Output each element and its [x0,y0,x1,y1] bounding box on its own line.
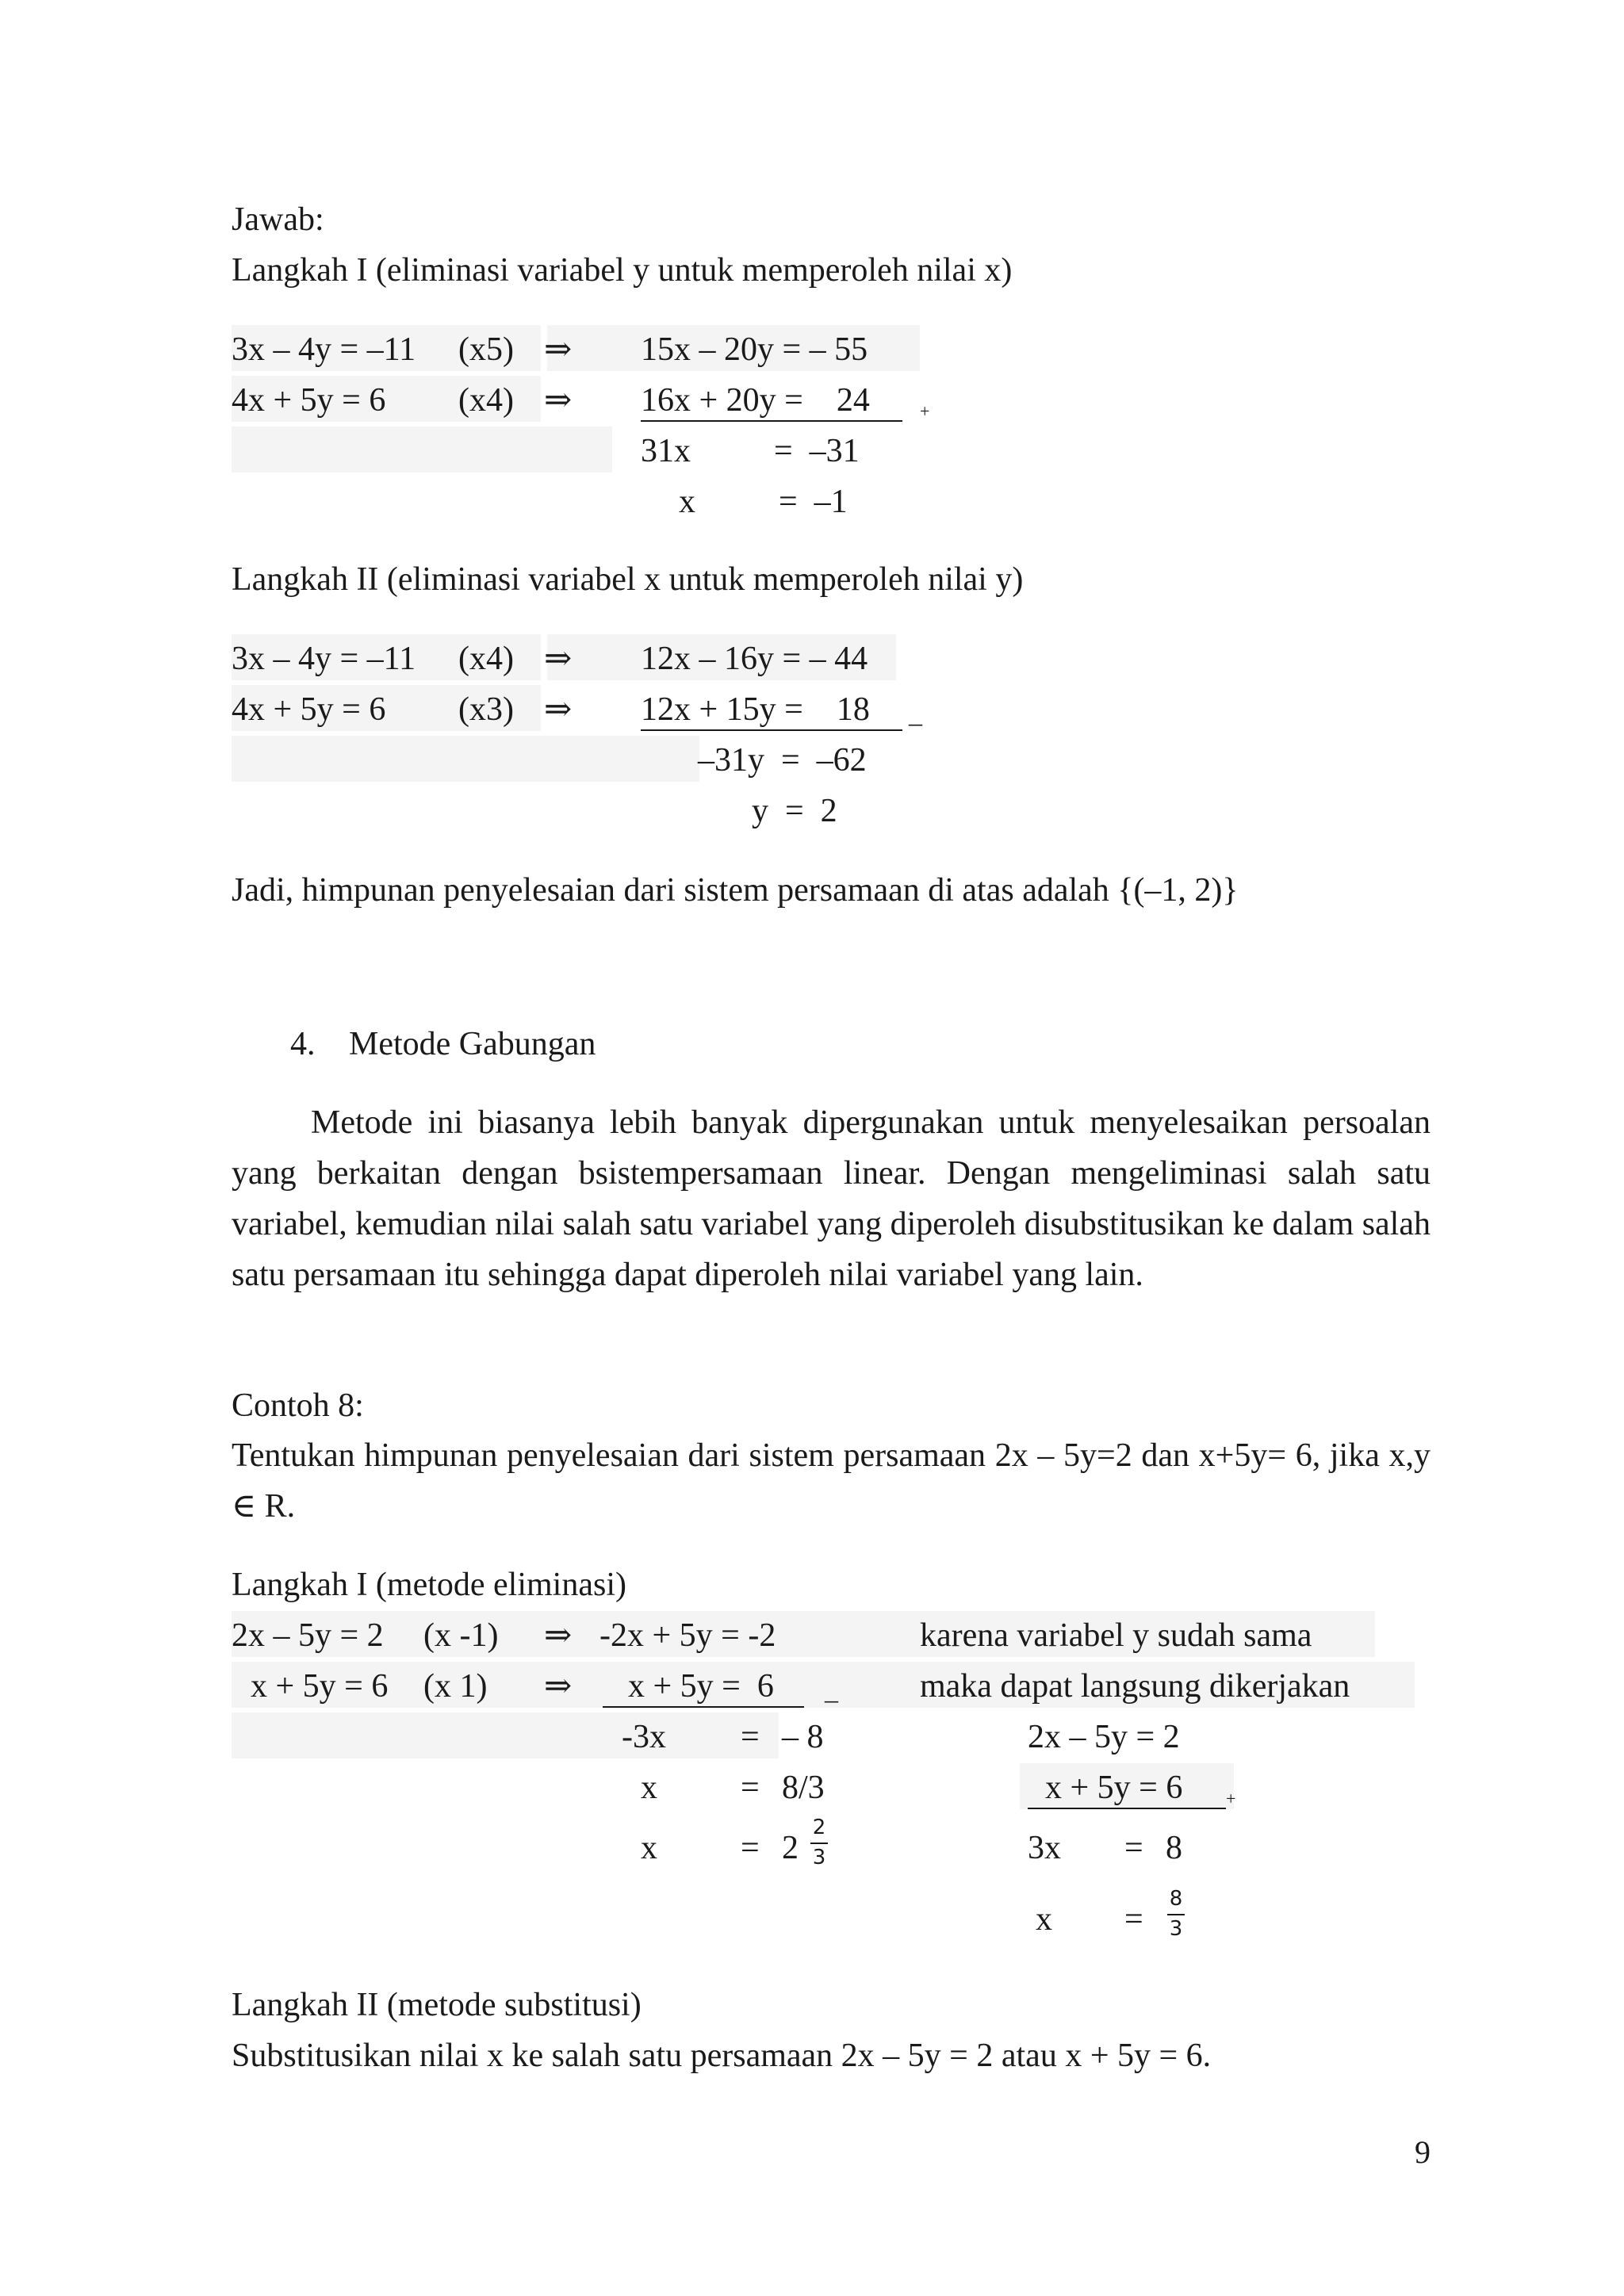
result-eq: = [741,1719,760,1755]
difference-rule [641,729,902,731]
equation-left: 4x + 5y = 6 [232,382,386,419]
result-line: 31x = –31 [641,433,860,469]
multiplier: (x5) [458,331,514,368]
result-eq: = [1124,1901,1143,1938]
implies-arrow: ⇒ [544,1668,573,1705]
side-note: karena variabel y sudah sama [920,1617,1312,1654]
example-label: Contoh 8: [232,1387,364,1424]
section-number: 4. [290,1026,316,1062]
implies-arrow: ⇒ [544,331,573,368]
example-step2-heading: Langkah II (metode substitusi) [232,1987,642,2023]
equation-right: x + 5y = 6 [628,1668,774,1705]
result-eq: = [741,1830,760,1866]
result-var: -3x [622,1719,666,1755]
result-eq: = [741,1770,760,1806]
equation-left: x + 5y = 6 [251,1668,389,1705]
equation: x + 5y = 6 [1045,1770,1183,1806]
result-value: – 8 [782,1719,824,1755]
example-step1-heading: Langkah I (metode eliminasi) [232,1567,626,1603]
fraction-numerator: 2 [812,1816,826,1839]
step2-heading: Langkah II (eliminasi variabel x untuk memperoleh nilai y) [232,561,1024,598]
equation-right: -2x + 5y = -2 [599,1617,776,1654]
example-step2-text: Substitusikan nilai x ke salah satu persamaan 2x – 5y = 2 atau x + 5y = 6. [232,2038,1212,2074]
equation-left: 2x – 5y = 2 [232,1617,384,1654]
minus-operator: _ [909,699,922,729]
result-line: y = 2 [752,793,837,829]
multiplier: (x4) [458,641,514,677]
conclusion-text: Jadi, himpunan penyelesaian dari sistem persamaan di atas adalah {(–1, 2)} [232,872,1239,909]
fraction-bar [1167,1914,1185,1915]
result-var: 3x [1028,1830,1061,1866]
sum-rule [641,420,902,422]
result-var: x [641,1830,657,1866]
equation-right: 16x + 20y = 24 [641,382,870,419]
implies-arrow: ⇒ [544,1617,573,1654]
fraction-denominator: 3 [812,1846,826,1869]
equation-left: 4x + 5y = 6 [232,691,386,728]
result-value: 8 [1166,1830,1182,1866]
equation: 2x – 5y = 2 [1028,1719,1180,1755]
result-line: x = –1 [679,484,848,520]
result-value: 8/3 [782,1770,825,1806]
multiplier: (x3) [458,691,514,728]
section-paragraph: Metode ini biasanya lebih banyak dipergunakan untuk menyelesaikan persoalan yang berkaitan dengan bsistempersamaan linear. Dengan mengeliminasi salah satu variabel, kemudian nilai salah satu variabel yang diperoleh disubstitusikan ke dalam salah satu persamaan itu sehingga dapat diperoleh nilai variabel yang lain. [232,1104,1431,1293]
result-eq: = [1124,1830,1143,1866]
multiplier: (x 1) [423,1668,488,1705]
implies-arrow: ⇒ [544,691,573,728]
sum-rule [1028,1808,1226,1809]
difference-rule [603,1706,804,1708]
multiplier: (x -1) [423,1617,499,1654]
multiplier: (x4) [458,382,514,419]
equation-left: 3x – 4y = –11 [232,331,416,368]
shade-block [232,427,612,473]
fraction-numerator: 8 [1169,1887,1183,1911]
minus-operator: _ [825,1676,838,1705]
shade-block [232,1712,779,1758]
implies-arrow: ⇒ [544,641,573,677]
plus-operator: + [1226,1789,1236,1808]
shade-block [232,736,699,782]
side-note: maka dapat langsung dikerjakan [920,1668,1350,1705]
plus-operator: + [920,401,930,421]
result-var: x [1036,1901,1052,1938]
section-title: Metode Gabungan [349,1026,596,1062]
result-line: –31y = –62 [698,742,867,779]
page-number: 9 [1415,2134,1431,2170]
equation-left: 3x – 4y = –11 [232,641,416,677]
result-var: x [641,1770,657,1806]
result-value: 2 [782,1830,799,1866]
implies-arrow: ⇒ [544,382,573,419]
answer-label: Jawab: [232,201,324,238]
equation-right: 12x + 15y = 18 [641,691,870,728]
fraction-denominator: 3 [1169,1917,1183,1941]
equation-right: 12x – 16y = – 44 [641,641,868,677]
example-text: Tentukan himpunan penyelesaian dari sistem persamaan 2x – 5y=2 dan x+5y= 6, jika x,y ∈ R. [232,1437,1431,1525]
step1-heading: Langkah I (eliminasi variabel y untuk memperoleh nilai x) [232,252,1013,289]
fraction-bar [810,1843,828,1844]
equation-right: 15x – 20y = – 55 [641,331,868,368]
